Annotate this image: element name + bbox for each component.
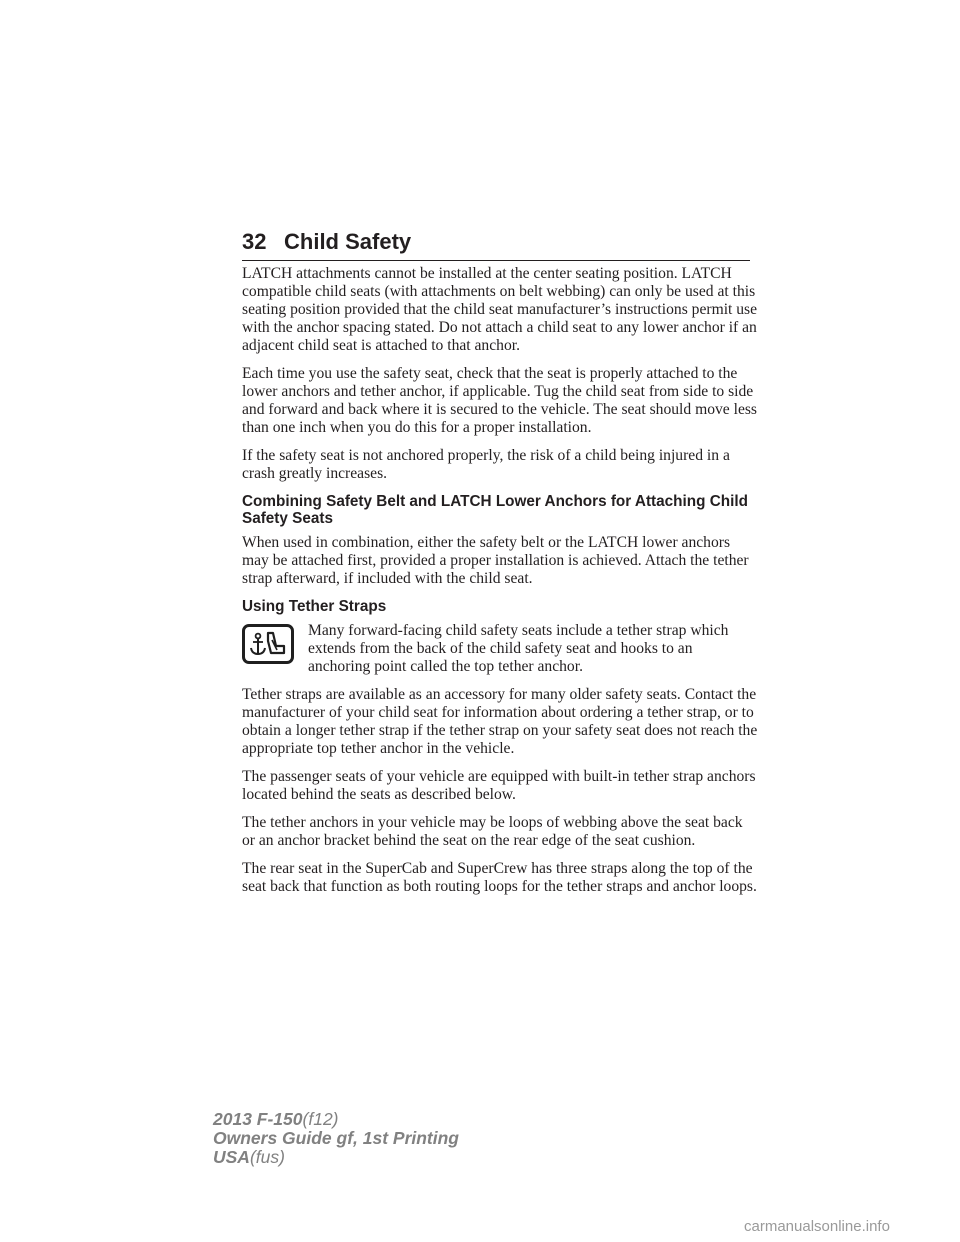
footer-line: Owners Guide gf, 1st Printing: [213, 1128, 459, 1148]
paragraph: If the safety seat is not anchored properly, the risk of a child being injured in a crash greatly increases.: [242, 447, 730, 482]
section-title: Child Safety: [284, 229, 412, 254]
child-seat-tether-anchor-icon: [242, 624, 294, 664]
paragraph: Many forward-facing child safety seats include a tether strap which extends from the back of the child safety seat and hooks to an anchoring point called the top tether anchor.: [308, 622, 729, 675]
print-footer: [213, 1110, 459, 1167]
heading-combining-latch: Combining Safety Belt and LATCH Lower Anchors for Attaching Child Safety Seats: [242, 493, 748, 527]
paragraph: The passenger seats of your vehicle are equipped with built-in tether strap anchors located behind the seats as described below.: [242, 768, 756, 803]
heading-tether-straps: Using Tether Straps: [242, 598, 387, 615]
tether-icon-row: [242, 622, 758, 676]
page-body: [242, 265, 758, 906]
watermark-link[interactable]: carmanualsonline.info: [744, 1218, 890, 1235]
paragraph: Tether straps are available as an accessory for many older safety seats. Contact the manufacturer of your child seat for information about ordering a tether strap, or to obtain a longer tether strap if the tether strap on your safety seat does not reach the appropriate top tether anchor in the vehicle.: [242, 686, 758, 757]
paragraph: LATCH attachments cannot be installed at the center seating position. LATCH compatible child seats (with attachments on belt webbing) can only be used at this seating position provided that the child seat manufacturer’s instructions permit use with the anchor spacing stated. Do not attach a child seat to any lower anchor if an adjacent child seat is attached to that anchor.: [242, 265, 758, 354]
footer-line: USA(fus): [213, 1147, 285, 1167]
paragraph: The rear seat in the SuperCab and SuperCrew has three straps along the top of the seat back that function as both routing loops for the tether straps and anchor loops.: [242, 860, 757, 895]
footer-line: 2013 F-150(f12): [213, 1109, 339, 1129]
paragraph: When used in combination, either the safety belt or the LATCH lower anchors may be attached first, provided a proper installation is achieved. Attach the tether strap afterward, if included with the child seat.: [242, 534, 749, 587]
page-number: 32: [242, 229, 267, 254]
paragraph: Each time you use the safety seat, check that the seat is properly attached to the lower anchors and tether anchor, if applicable. Tug the child seat from side to side and forward and back where it is secured to the vehicle. The seat should move less than one inch when you do this for a proper installation.: [242, 365, 758, 436]
paragraph: The tether anchors in your vehicle may be loops of webbing above the seat back or an anchor bracket behind the seat on the rear edge of the seat cushion.: [242, 814, 743, 849]
page-header: [242, 228, 750, 261]
